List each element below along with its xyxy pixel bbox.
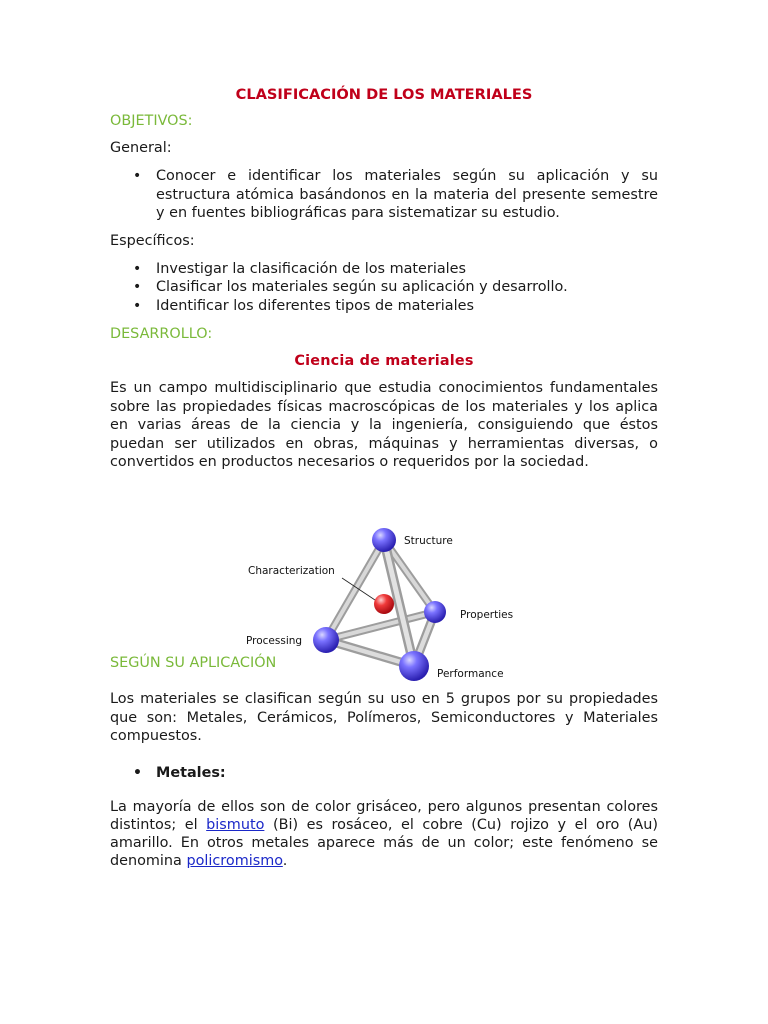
processing-sphere	[313, 627, 339, 653]
segun-heading: SEGÚN SU APLICACIÓN	[110, 655, 277, 672]
characterization-label: Characterization	[248, 565, 335, 577]
especificos-item: • Identificar los diferentes tipos de materiales	[156, 297, 658, 316]
metales-list	[110, 764, 658, 783]
ciencia-paragraph: Es un campo multidisciplinario que estudia conocimientos fundamentales sobre las propiedades físicas macroscópicas de los materiales y los aplica en varias áreas de la ciencia y la ingeniería, consiguiendo que éstos puedan ser utilizados en obras, máquinas y herramientas diversas, o convertidos en productos necesarios o requeridos por la sociedad.	[110, 380, 658, 470]
metales-text-3: .	[282, 852, 288, 869]
especificos-list	[110, 260, 658, 316]
materials-tetrahedron-figure	[238, 520, 514, 692]
processing-label: Processing	[246, 635, 303, 647]
structure-sphere	[372, 528, 396, 552]
document-title: CLASIFICACIÓN DE LOS MATERIALES	[235, 86, 533, 103]
metales-paragraph	[110, 799, 658, 870]
characterization-sphere	[374, 594, 394, 614]
objetivos-heading: OBJETIVOS:	[110, 113, 193, 129]
general-label: General:	[110, 140, 172, 156]
ciencia-title: Ciencia de materiales	[294, 353, 474, 370]
properties-label: Properties	[460, 609, 514, 621]
segun-paragraph: Los materiales se clasifican según su uso en 5 grupos por su propiedades que son: Metales, Cerámicos, Polímeros, Semiconductores y Materiales compuestos.	[110, 691, 658, 745]
metales-text-2: (Bi) es rosáceo, el cobre (Cu) rojizo y el oro (Au) amarillo. En otros metales aparece más de un color; este fenómeno se denomina	[110, 816, 659, 869]
metales-heading: • Metales:	[156, 764, 658, 783]
especificos-item: • Clasificar los materiales según su aplicación y desarrollo.	[156, 278, 658, 297]
desarrollo-heading: DESARROLLO:	[110, 326, 213, 343]
structure-label: Structure	[404, 535, 453, 547]
bismuto-link[interactable]: bismuto	[206, 816, 265, 833]
especificos-item: • Investigar la clasificación de los materiales	[156, 260, 658, 279]
general-item: • Conocer e identificar los materiales según su aplicación y su estructura atómica basándonos en la materia del presente semestre y en fuentes bibliográficas para sistematizar su estudio.	[156, 167, 658, 223]
performance-label: Performance	[437, 668, 504, 680]
general-list	[110, 167, 658, 223]
performance-sphere	[399, 651, 429, 681]
metales-text-1: La mayoría de ellos son de color grisáceo, pero algunos presentan colores distintos; el	[110, 799, 658, 833]
especificos-label: Específicos:	[110, 232, 195, 249]
policromismo-link[interactable]: policromismo	[186, 852, 283, 869]
document-content	[110, 84, 658, 870]
properties-sphere	[424, 601, 446, 623]
